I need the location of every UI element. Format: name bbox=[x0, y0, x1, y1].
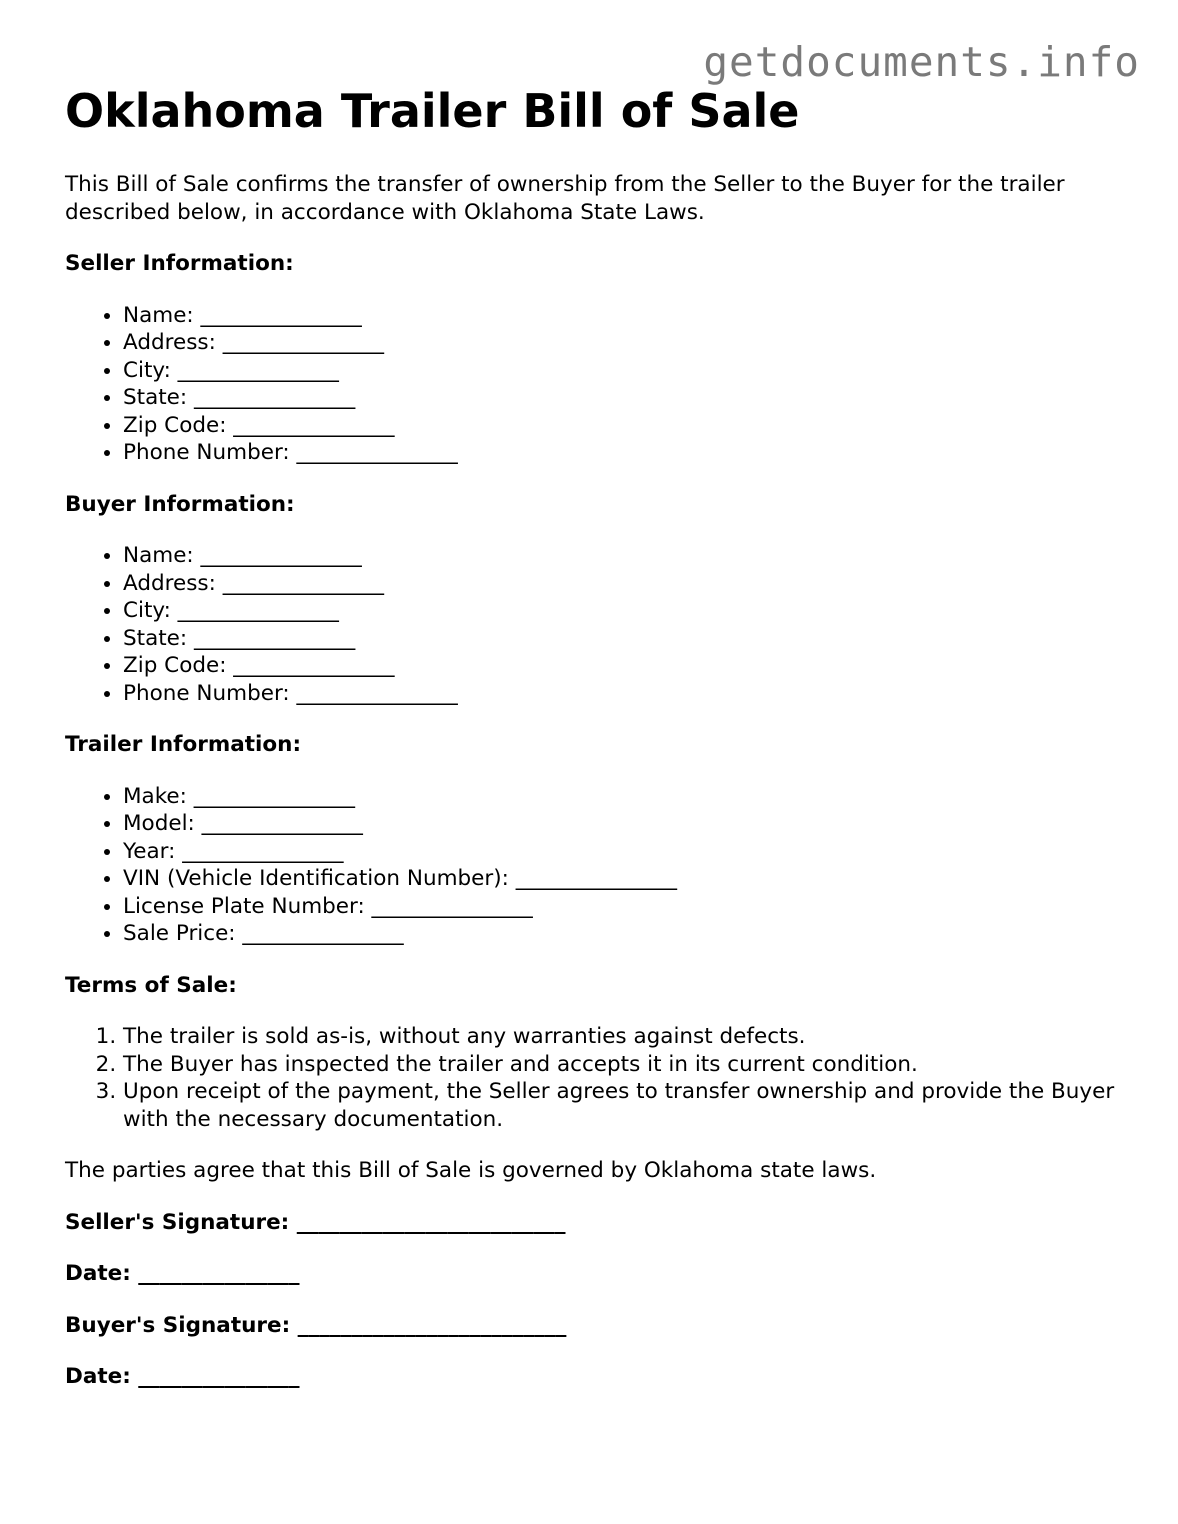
trailer-heading: Trailer Information: bbox=[65, 732, 302, 757]
buyer-fields bbox=[65, 542, 1125, 707]
trailer-price-field: • Sale Price: _______________ bbox=[123, 920, 1125, 948]
buyer-zip-field: • Zip Code: _______________ bbox=[123, 652, 1125, 680]
intro-paragraph: This Bill of Sale confirms the transfer of ownership from the Seller to the Buyer for the trailer described below, in accordance with Oklahoma State Laws. bbox=[65, 172, 1065, 225]
seller-name-field: • Name: _______________ bbox=[123, 302, 1125, 330]
terms-item: 3. Upon receipt of the payment, the Seller agrees to transfer ownership and provide the Buyer with the necessary documentation. bbox=[123, 1078, 1125, 1133]
page-title: Oklahoma Trailer Bill of Sale bbox=[65, 84, 800, 138]
buyer-state-field: • State: _______________ bbox=[123, 625, 1125, 653]
buyer-phone-field: • Phone Number: _______________ bbox=[123, 680, 1125, 708]
seller-date-line: Date: _______________ bbox=[65, 1261, 300, 1286]
trailer-vin-field: • VIN (Vehicle Identification Number): _______________ bbox=[123, 865, 1125, 893]
trailer-make-field: • Make: _______________ bbox=[123, 783, 1125, 811]
terms-list bbox=[65, 1023, 1125, 1133]
buyer-address-field: • Address: _______________ bbox=[123, 570, 1125, 598]
document-page bbox=[65, 84, 1125, 1391]
governing-law-statement: The parties agree that this Bill of Sale is governed by Oklahoma state laws. bbox=[65, 1158, 877, 1183]
buyer-name-field: • Name: _______________ bbox=[123, 542, 1125, 570]
seller-city-field: • City: _______________ bbox=[123, 357, 1125, 385]
buyer-heading: Buyer Information: bbox=[65, 491, 295, 517]
seller-phone-field: • Phone Number: _______________ bbox=[123, 439, 1125, 467]
seller-zip-field: • Zip Code: _______________ bbox=[123, 412, 1125, 440]
trailer-year-field: • Year: _______________ bbox=[123, 838, 1125, 866]
terms-heading: Terms of Sale: bbox=[65, 972, 237, 998]
watermark: getdocuments.info bbox=[703, 38, 1140, 86]
buyer-date-line: Date: _______________ bbox=[65, 1364, 300, 1389]
trailer-plate-field: • License Plate Number: _______________ bbox=[123, 893, 1125, 921]
buyer-signature-line: Buyer's Signature: _________________________ bbox=[65, 1312, 567, 1338]
terms-item: 1. The trailer is sold as-is, without any warranties against defects. bbox=[123, 1023, 1125, 1051]
trailer-model-field: • Model: _______________ bbox=[123, 810, 1125, 838]
seller-heading: Seller Information: bbox=[65, 251, 294, 276]
seller-fields bbox=[65, 302, 1125, 467]
buyer-city-field: • City: _______________ bbox=[123, 597, 1125, 625]
seller-state-field: • State: _______________ bbox=[123, 384, 1125, 412]
seller-address-field: • Address: _______________ bbox=[123, 329, 1125, 357]
trailer-fields bbox=[65, 783, 1125, 948]
seller-signature-line: Seller's Signature: _________________________ bbox=[65, 1209, 566, 1235]
terms-item: 2. The Buyer has inspected the trailer and accepts it in its current condition. bbox=[123, 1051, 1125, 1079]
